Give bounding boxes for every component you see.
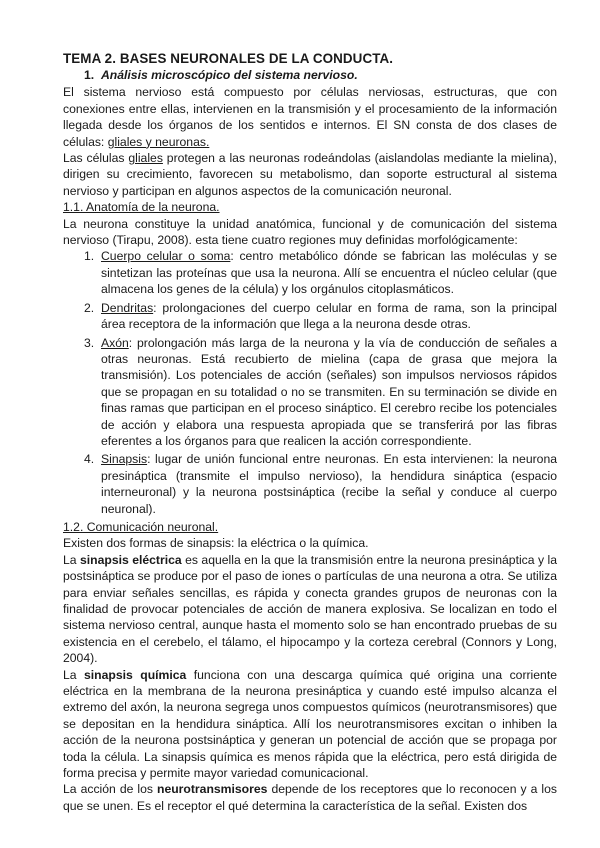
list-item-term: Axón (101, 335, 129, 350)
electrical-before: La (63, 552, 80, 567)
list-item-number: 3. (84, 335, 95, 350)
chemical-synapse-paragraph (63, 667, 557, 782)
list-item-number: 2. (84, 300, 95, 315)
list-item-term: Dendritas (101, 300, 154, 315)
electrical-term: sinapsis eléctrica (80, 552, 182, 567)
section-number: 1. (84, 68, 95, 82)
neuro-term: neurotransmisores (157, 782, 268, 797)
electrical-text: es aquella en la que la transmisión entre la neurona presináptica y la postsináptica se produce por el paso de iones o partículas de una neurona a otra. Se utiliza para enviar señales sencillas, es rápida y conecta grandes grupos de neuronas con la finalidad de provocar potenciales de acción de manera explosiva. Se localizan en todo el sistema nervioso central, aunque hasta el momento solo se han encontrado pruebas de su existencia en el cerebelo, el tálamo, el hipocampo y la corteza cerebral (Connors y Long, 2004). (63, 552, 557, 666)
list-item-text: : centro metabólico dónde se fabrican las moléculas y se sintetizan las proteínas que usa la neurona. Allí se encuentra el núcleo celular (que almacena los genes de la célula) y los orgánulos citoplasmáticos. (101, 249, 557, 297)
neuron-regions-list (63, 248, 557, 517)
section-heading (84, 67, 557, 83)
neuro-text: depende de los receptores que lo reconocen y a los que se unen. Es el receptor el qué determina la característica de la señal. Existen dos (63, 782, 557, 813)
list-item-term: Cuerpo celular o soma (101, 249, 231, 264)
list-item (63, 451, 557, 517)
chemical-text: funciona con una descarga química qué origina una corriente eléctrica en la membrana de la neurona presináptica y cuando esté impulso alcanza el extremo del axón, la neurona segrega unos compuestos químicos (neurotransmisores) que se depositan en la hendidura sináptica. Allí los neurotransmisores excitan o inhiben la acción de la neurona postsináptica y generan un potencial de acción que se propaga por toda la célula. La sinapsis química es menos rápida que la eléctrica, pero está dirigida de forma precisa y permite mayor variedad comunicacional. (63, 667, 557, 781)
list-item-number: 4. (84, 452, 95, 467)
subsection-heading-communication: 1.2. Comunicación neuronal. (63, 519, 219, 534)
list-item-text: : prolongación más larga de la neurona y la vía de conducción de señales a otras neuronas. Está recubierto de mielina (capa de grasa que mejora la transmisión). Los potenciales de acción (señales) son impulsos nerviosos rápidos que se propagan en su totalidad o no se transmiten. En su terminación se divide en finas ramas que participan en el proceso sináptico. El cerebro recibe los potenciales de acción y elabora una respuesta apropiada que se transferirá por las fibras eferentes a los órganos para que realicen la acción correspondiente. (101, 335, 557, 448)
document-body (63, 50, 557, 814)
list-item (63, 248, 557, 297)
neurotransmitter-paragraph (63, 781, 557, 814)
intro-paragraph (63, 84, 557, 150)
chemical-term: sinapsis química (84, 667, 187, 682)
glial-after: protegen a las neuronas rodeándolas (aislandolas mediante la mielina), dirigen su crecimiento, favorecen su metabolismo, dan soporte estructural al sistema nervioso y participan en algunos aspectos de la comunicación neuronal. (63, 151, 557, 198)
glial-term: gliales (128, 151, 163, 166)
list-item-text: : lugar de unión funcional entre neuronas. En esta intervienen: la neurona presináptica (transmite el impulso nervioso), la hendidura sináptica (espacio interneuronal) y la neurona postsináptica (recibe la señal y conduce al cuerpo neuronal). (101, 452, 557, 516)
communication-intro: Existen dos formas de sinapsis: la eléctrica o la química. (63, 536, 369, 551)
electrical-synapse-paragraph (63, 552, 557, 667)
page-title: TEMA 2. BASES NEURONALES DE LA CONDUCTA. (63, 51, 394, 66)
list-item (63, 300, 557, 333)
intro-text: El sistema nervioso está compuesto por células nerviosas, estructuras, que con conexiones entre ellas, intervienen en la transmisión y el procesamiento de la información llegada desde los órganos de los sentidos e internos. El SN consta de dos clases de células: (63, 85, 557, 149)
neuro-before: La acción de los (63, 782, 158, 797)
intro-underlined-term: gliales y neuronas. (107, 134, 210, 149)
subsection-heading-anatomy: 1.1. Anatomía de la neurona. (63, 200, 220, 215)
glial-paragraph (63, 150, 557, 199)
list-item-term: Sinapsis (101, 452, 148, 467)
anatomy-intro: La neurona constituye la unidad anatómica, funcional y de comunicación del sistema nervioso (Tirapu, 2008). esta tiene cuatro regiones muy definidas morfológicamente: (63, 216, 557, 248)
section-title: Análisis microscópico del sistema nervioso. (101, 68, 358, 82)
list-item-number: 1. (84, 249, 95, 264)
list-item-text: : prolongaciones del cuerpo celular en forma de rama, son la principal área receptora de la información que llega a la neurona desde otras. (101, 300, 557, 332)
list-item (63, 335, 557, 450)
glial-before: Las células (63, 151, 129, 166)
chemical-before: La (63, 667, 85, 682)
